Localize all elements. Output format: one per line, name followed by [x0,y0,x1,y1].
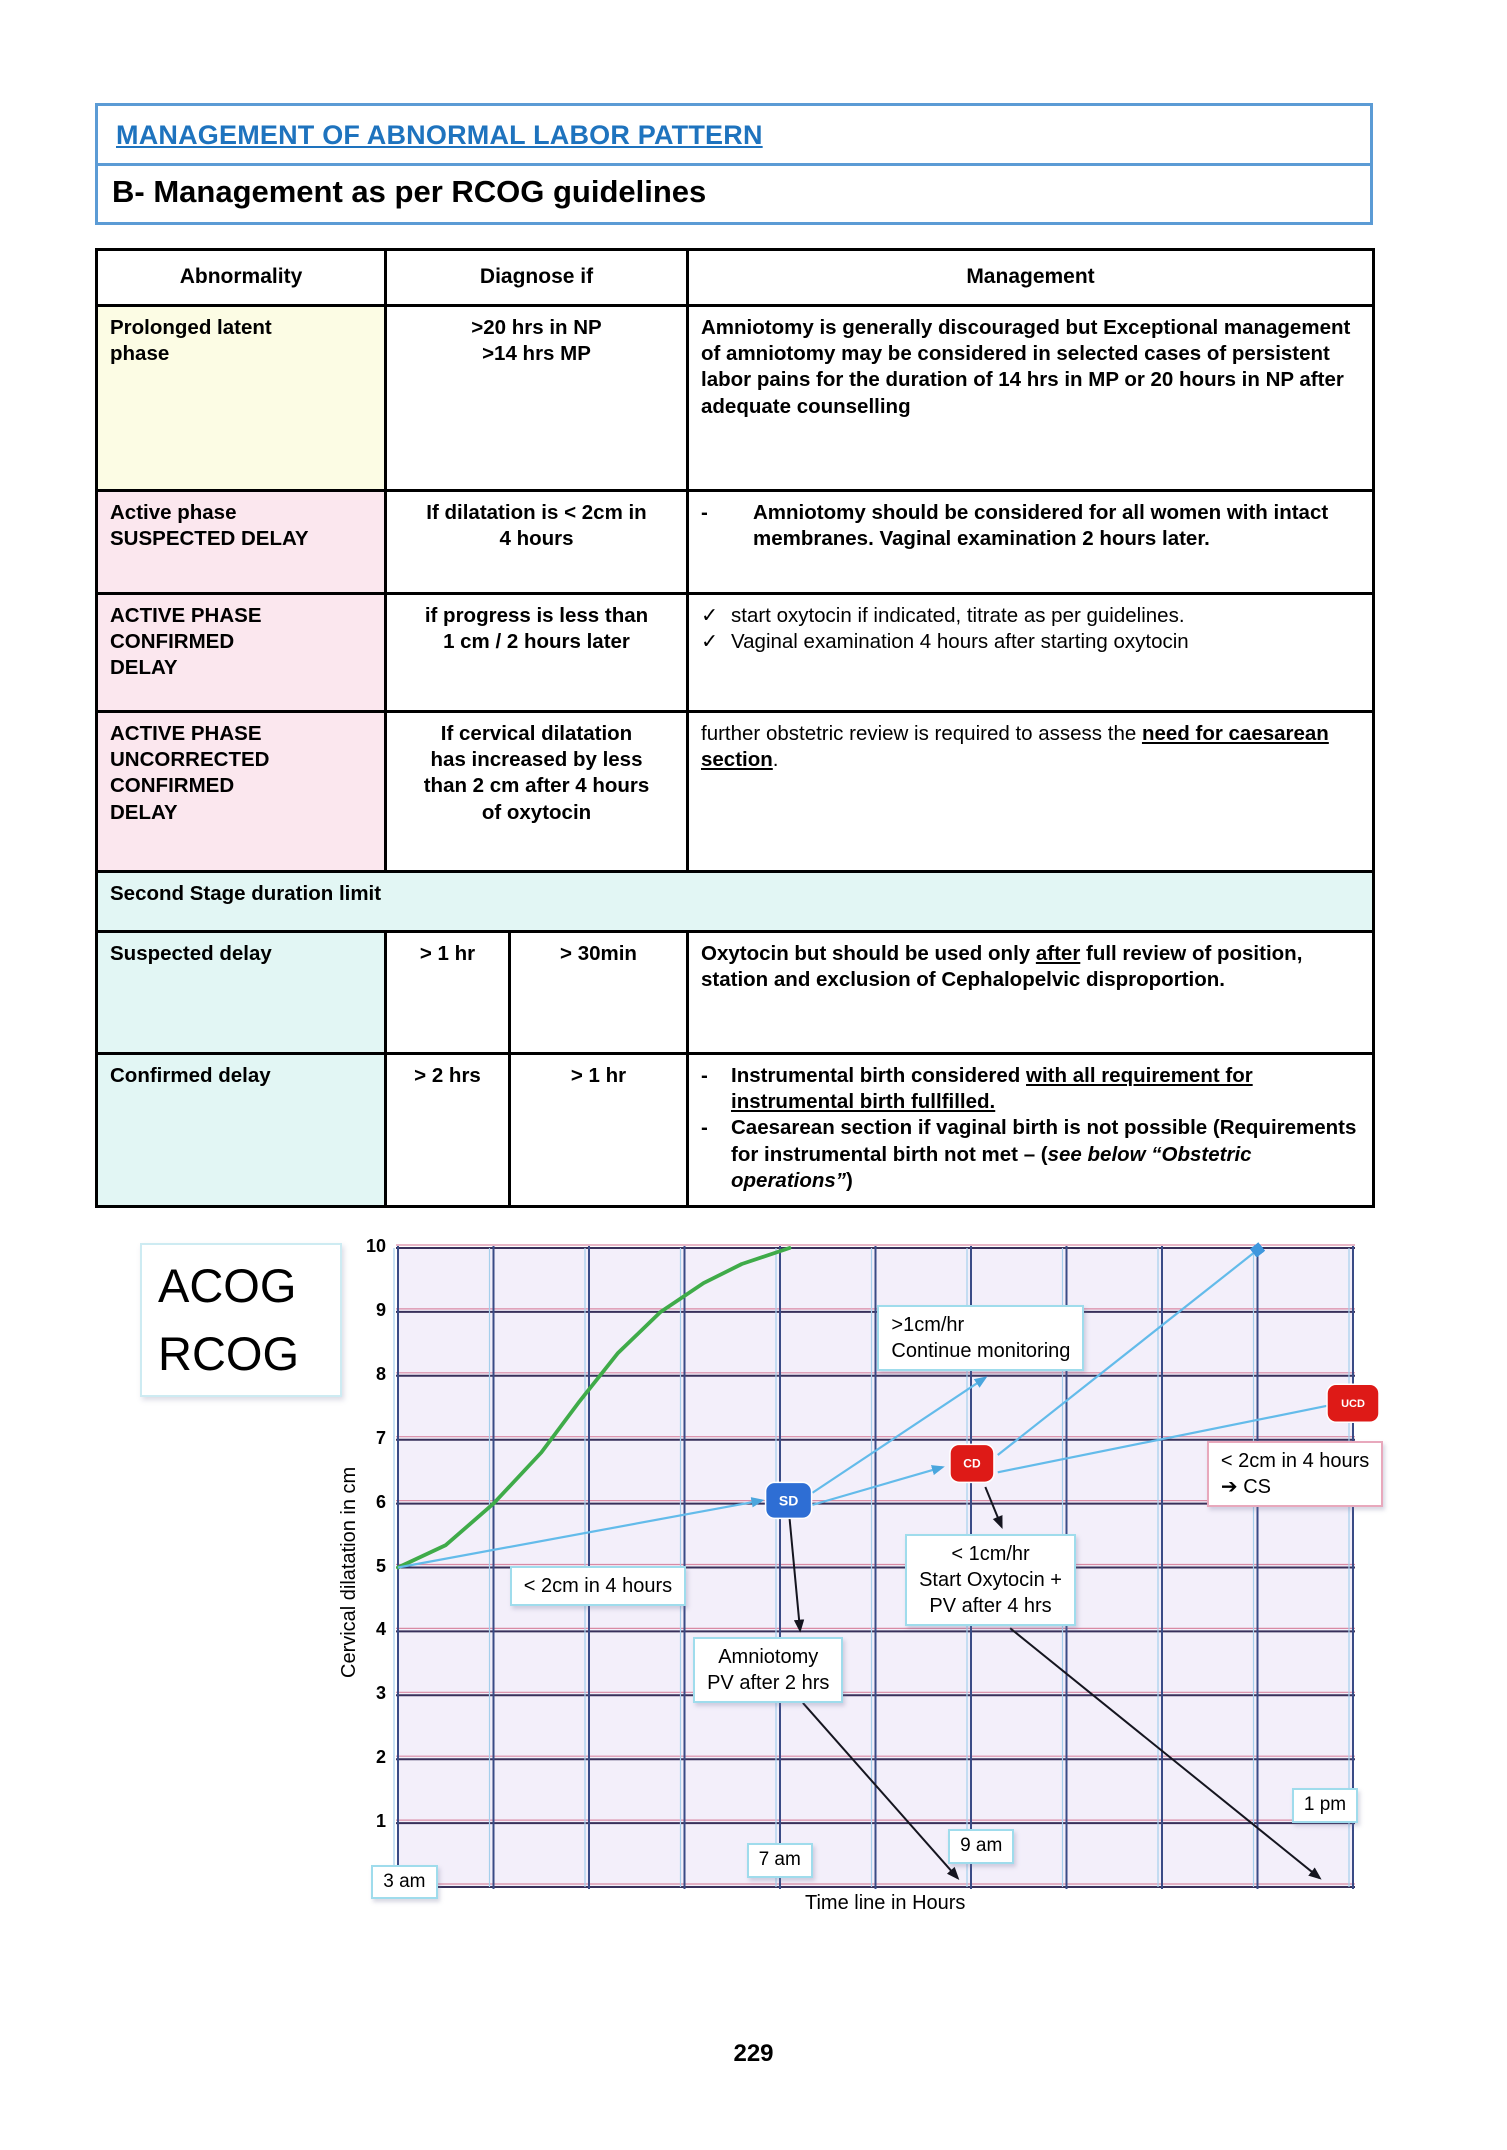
chart-annotation-3: < 1cm/hr Start Oxytocin + PV after 4 hrs [905,1534,1076,1626]
table-row [97,1053,1374,1206]
text-segment: further obstetric review is required to assess the [701,721,1142,745]
text-segment: after [1035,941,1081,965]
diagnose-cell: If cervical dilatation has increased by less than 2 cm after 4 hours of oxytocin [386,711,688,871]
management-cell [688,305,1374,490]
second-stage-header-row [97,871,1374,931]
text-segment: see below “Obstetric operations” [731,1142,1252,1192]
x-axis-label: Time line in Hours [805,1892,966,1914]
management-item [701,629,1360,655]
time-label-3am: 3 am [371,1865,437,1900]
np-duration-cell: > 2 hrs [386,1053,510,1206]
text-segment: Caesarean section if vaginal birth is not possible (Requirements for instrumental birth not met – ( [731,1116,1357,1166]
text-segment: full review of position, station and exclusion of Cephalopelvic disproportion. [701,941,1303,992]
y-tick-10: 10 [365,1236,386,1256]
management-text [753,500,1360,552]
abnormality-cell: Prolonged latent phase [97,305,386,490]
text-segment: ) [846,1168,853,1192]
text-segment: need for caesarean section [701,721,1329,772]
management-text [731,1063,1360,1115]
text-segment: Amniotomy should be considered for all women with intact membranes. Vaginal examination 2 hours later. [753,500,1329,551]
y-tick-5: 5 [375,1555,386,1576]
management-cell [688,490,1374,593]
chart-annotation-4: < 2cm in 4 hours ➔ CS [1207,1441,1383,1507]
management-text [731,1115,1360,1194]
mp-duration-cell: > 1 hr [510,1053,688,1206]
time-label-1pm: 1 pm [1292,1788,1358,1823]
title-row [98,106,1370,166]
y-tick-8: 8 [375,1363,386,1384]
column-header-diagnose: Diagnose if [386,250,688,306]
management-cell [688,593,1374,711]
text-segment: with all requirement for instrumental birth fullfilled. [731,1063,1253,1114]
text-segment: Vaginal examination 4 hours after starting oxytocin [731,630,1189,654]
partograph-chart [0,1230,1507,1942]
checkmark-icon: ✓ [701,630,719,654]
chart-corner-label [140,1243,342,1397]
abnormality-cell: ACTIVE PHASE CONFIRMED DELAY [97,593,386,711]
table-row [97,931,1374,1053]
table-header-row [97,250,1374,306]
management-text [731,603,1360,629]
management-item [701,1115,1360,1194]
text-segment: . [772,748,779,772]
management-cell [688,1053,1374,1206]
guidelines-table [95,248,1375,1208]
page-number: 229 [733,2040,774,2067]
management-item [701,1063,1360,1115]
event-badge-label-CD: CD [963,1456,981,1471]
management-item [701,500,1360,552]
column-header-management: Management [688,250,1374,306]
mp-duration-cell: > 30min [510,931,688,1053]
abnormality-cell: Suspected delay [97,931,386,1053]
table-row [97,593,1374,711]
dash-marker: - [701,1116,708,1140]
management-text [701,315,1360,420]
y-tick-4: 4 [375,1619,386,1640]
text-segment: Instrumental birth considered [731,1063,1027,1087]
chart-annotation-1: < 2cm in 4 hours [510,1566,686,1606]
table-row [97,305,1374,490]
management-cell [688,711,1374,871]
guidelines-table-wrap [95,248,1372,1208]
corner-label-rcog: RCOG [158,1327,299,1380]
section-title: B- Management as per RCOG guidelines [112,174,707,209]
dash-marker: - [701,500,708,524]
y-tick-1: 1 [375,1811,386,1832]
table-row [97,711,1374,871]
y-tick-3: 3 [375,1683,386,1704]
time-label-7am: 7 am [747,1843,813,1878]
abnormality-cell: ACTIVE PHASE UNCORRECTED CONFIRMED DELAY [97,711,386,871]
management-text [731,629,1360,655]
management-item [701,315,1360,420]
y-tick-9: 9 [375,1299,386,1320]
table-row [97,490,1374,593]
abnormality-cell: Confirmed delay [97,1053,386,1206]
event-badge-label-UCD: UCD [1341,1398,1365,1411]
checkmark-icon: ✓ [701,603,719,627]
y-axis-label: Cervical dilatation in cm [338,1466,360,1678]
management-cell [688,931,1374,1053]
management-text [701,721,1360,773]
time-label-9am: 9 am [948,1829,1014,1864]
management-item [701,721,1360,773]
title-box [95,103,1373,225]
text-segment: start oxytocin if indicated, titrate as per guidelines. [731,603,1185,627]
corner-label-acog: ACOG [158,1258,297,1312]
np-duration-cell: > 1 hr [386,931,510,1053]
dash-marker: - [701,1063,708,1087]
y-tick-7: 7 [375,1427,386,1448]
text-segment: Amniotomy is generally discouraged but Exceptional management of amniotomy may be considered in selected cases of persistent labor pains for the duration of 14 hrs in MP or 20 hours in NP after adequate counselling [701,315,1351,418]
abnormality-cell: Active phase SUSPECTED DELAY [97,490,386,593]
page-title: MANAGEMENT OF ABNORMAL LABOR PATTERN [116,120,763,150]
management-item [701,941,1360,993]
chart-annotation-2: Amniotomy PV after 2 hrs [693,1637,843,1703]
management-item [701,603,1360,629]
management-text [701,941,1360,993]
diagnose-cell: >20 hrs in NP >14 hrs MP [386,305,688,490]
column-header-abnormality: Abnormality [97,250,386,306]
event-badge-label-SD: SD [778,1492,799,1509]
text-segment: Oxytocin but should be used only [701,941,1036,965]
diagnose-cell: If dilatation is < 2cm in 4 hours [386,490,688,593]
y-tick-2: 2 [375,1747,386,1768]
y-tick-6: 6 [375,1491,386,1512]
second-stage-header-cell: Second Stage duration limit [97,871,1374,931]
chart-annotation-0: >1cm/hr Continue monitoring [877,1305,1084,1371]
diagnose-cell: if progress is less than 1 cm / 2 hours later [386,593,688,711]
